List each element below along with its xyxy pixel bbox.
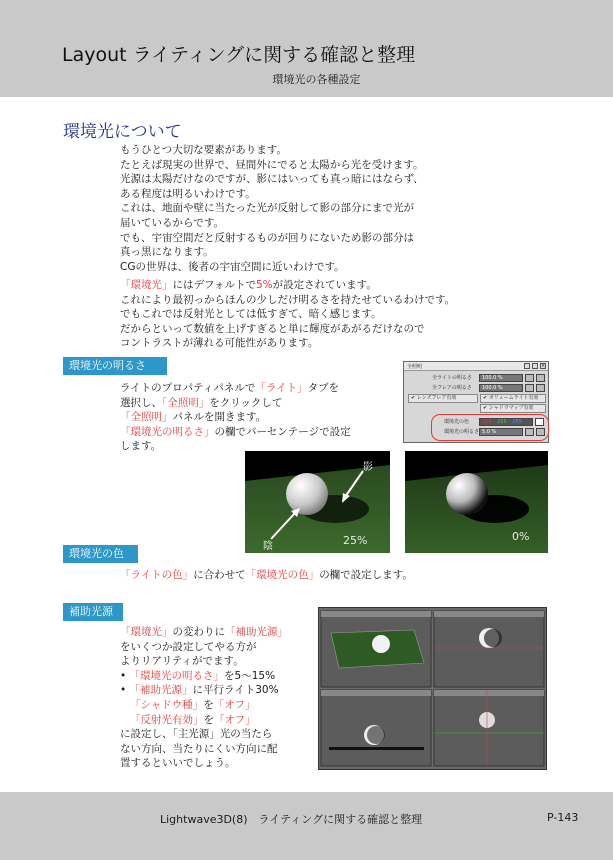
render-ambient-25 [245,451,390,553]
ambient-paragraph [120,143,424,274]
paragraph-line: CGの世界は、後者の宇宙空間に近いわけです。 [120,260,345,273]
all-flares-intensity-field[interactable]: 100.0 % [479,384,523,392]
paragraph-line: よりリアリティがでます。 [120,655,244,668]
section-title-ambient: 環境光について [63,122,182,142]
shadow-label: 影 [363,462,373,473]
minimize-icon[interactable] [524,363,530,369]
brightness-paragraph [120,381,351,454]
bullet-subitem [120,713,288,728]
paragraph-line [120,396,351,411]
highlight-text: 「反射光有効」 [130,713,204,726]
paragraph-line: ある程度は明るいわけです。 [120,187,256,200]
highlight-text: 「環境光の色」 [245,569,320,581]
paragraph-line [120,625,288,640]
text: を [203,713,214,726]
render-percent-label: 0% [512,530,530,543]
paragraph-line: 届いているからです。 [120,216,225,229]
label-ambient-color: 環境光の色 [63,545,138,563]
envelope-button[interactable] [536,384,545,392]
highlight-text: 「オフ」 [214,713,256,726]
footer-title: Lightwave3D(8) ライティングに関する確認と整理 [160,813,423,826]
bullet-item: • 「環境光の明るさ」を5～15% [120,669,276,682]
maximize-icon[interactable] [532,363,538,369]
color-value-blue: 255 [512,419,522,425]
checkbox-label: シャドウマップ有効 [488,405,534,411]
checkmark-icon: ✔ [483,405,488,411]
bullet-subitem [120,698,288,713]
paragraph-line: たとえば現実の世界で、昼間外にでると太陽から光を受けます。 [120,158,424,171]
envelope-button[interactable] [536,374,545,382]
page-subtitle: 環境光の各種設定 [272,73,361,86]
paragraph-line: でも、宇宙空間だと反射するものが回りにないため影の部分は [120,231,414,244]
highlight-text: 「ライトの色」 [120,569,194,581]
checkbox-label: レンズフレア有効 [416,395,457,401]
text: パネルを開きます。 [172,411,267,424]
highlight-text: 「ライト」 [255,382,308,394]
highlight-text: 「補助光源」 [129,684,193,697]
highlight-text: 「環境光の明るさ」 [120,425,215,438]
paragraph-line: に設定し、「主光源」光の当たら [120,728,273,741]
global-illumination-panel [403,361,549,443]
paragraph-line: だからといって数値を上げすぎると単に輝度があがるだけなので [120,322,425,335]
quad-viewport-screenshot [318,607,547,770]
render-percent-label: 25% [343,534,368,547]
paragraph-line: をいくつか設定してやる方が [120,640,257,653]
ambient-intensity-field[interactable]: 5.0 % [479,428,523,436]
label-fill-light: 補助光源 [63,603,123,621]
paragraph-line [120,410,351,425]
row-label: 全ライトの明るさ [432,375,472,381]
bullet-item: • 「補助光源」に平行ライト30% [120,684,279,697]
text: を5～15% [224,669,276,682]
text: 選択し、 [120,396,162,409]
close-icon[interactable]: × [541,363,546,369]
row-label: 全フレアの明るさ [432,385,472,391]
color-value-green: 255 [497,419,507,425]
paragraph-line: 真っ黒になります。 [120,246,214,259]
all-lights-intensity-field[interactable]: 100.0 % [479,374,523,382]
paragraph-line [120,381,351,396]
color-value-red: 255 [482,419,492,425]
highlight-text: 5% [255,279,273,291]
text: をクリックして [209,396,283,409]
checkmark-icon: ✔ [411,395,416,401]
text: ライトのプロパティパネルで [120,382,256,394]
envelope-button[interactable] [525,374,534,382]
text: タブを [307,382,340,394]
page-title: Layout ライティングに関する確認と整理 [62,44,416,66]
shade-label: 陰 [263,541,273,552]
text: の変わりに [172,626,225,638]
highlight-text: 「環境光」 [120,626,173,638]
paragraph-line: 置するといいでしょう。 [120,757,236,770]
panel-titlebar [404,362,548,371]
paragraph-line: します。 [120,440,162,453]
panel-title: 全照明 [407,364,423,370]
paragraph-line: これは、地面や壁に当たった光が反射して影の部分にまで光が [120,202,414,215]
label-ambient-brightness: 環境光の明るさ [63,357,167,375]
paragraph-line [120,278,455,293]
paragraph-line: でもこれでは反射光としては低すぎて、暗く感じます。 [120,308,382,321]
text: に合わせて [193,569,246,581]
paragraph-line: もうひとつ大切な要素があります。 [120,144,287,156]
shadow-map-checkbox[interactable] [480,404,546,413]
highlight-text: 「補助光源」 [225,626,288,638]
volumetric-light-checkbox[interactable] [480,394,546,403]
highlight-text: 「環境光」 [120,279,173,291]
highlight-text: 「全照明」 [162,396,210,409]
highlight-text: 「環境光の明るさ」 [129,669,225,682]
render-ambient-0 [405,451,548,553]
page-footer [0,792,613,860]
paragraph-line [120,425,351,440]
text: に平行ライト30% [192,684,279,697]
checkbox-label: ボリュームライト有効 [488,395,539,401]
envelope-button[interactable] [525,384,534,392]
page-header [0,0,613,97]
lens-flare-checkbox[interactable] [408,394,478,403]
highlight-text: 「全照明」 [120,411,173,424]
paragraph-line: これにより最初っからほんの少しだけ明るさを持たせているわけです。 [120,293,456,306]
text: が設定されています。 [272,279,377,291]
text: の欄でパーセンテージで設定 [214,425,351,438]
text: を [203,698,214,711]
paragraph-line: コントラストが薄れる可能性があります。 [120,337,319,350]
highlight-text: 「オフ」 [213,698,256,711]
page-number: P-143 [547,811,579,824]
row-label: 環境光の色 [444,419,470,425]
paragraph-line: 光源は太陽だけなのですが、影にはいっても真っ暗にはならず、 [120,173,424,186]
highlight-text: 「シャドウ種」 [130,698,204,711]
text: の欄で設定します。 [319,569,413,581]
checkmark-icon: ✔ [483,395,488,401]
row-label: 環境光の明るさ [444,429,480,435]
ambient-color-paragraph [120,568,413,583]
highlight-oval [431,414,549,441]
paragraph-line: ない方向、当たりにくい方向に配 [120,742,278,755]
paragraph-line [120,568,413,583]
fill-light-paragraph [120,625,288,771]
ambient-default-paragraph [120,278,455,351]
text: にはデフォルトで [172,279,256,291]
